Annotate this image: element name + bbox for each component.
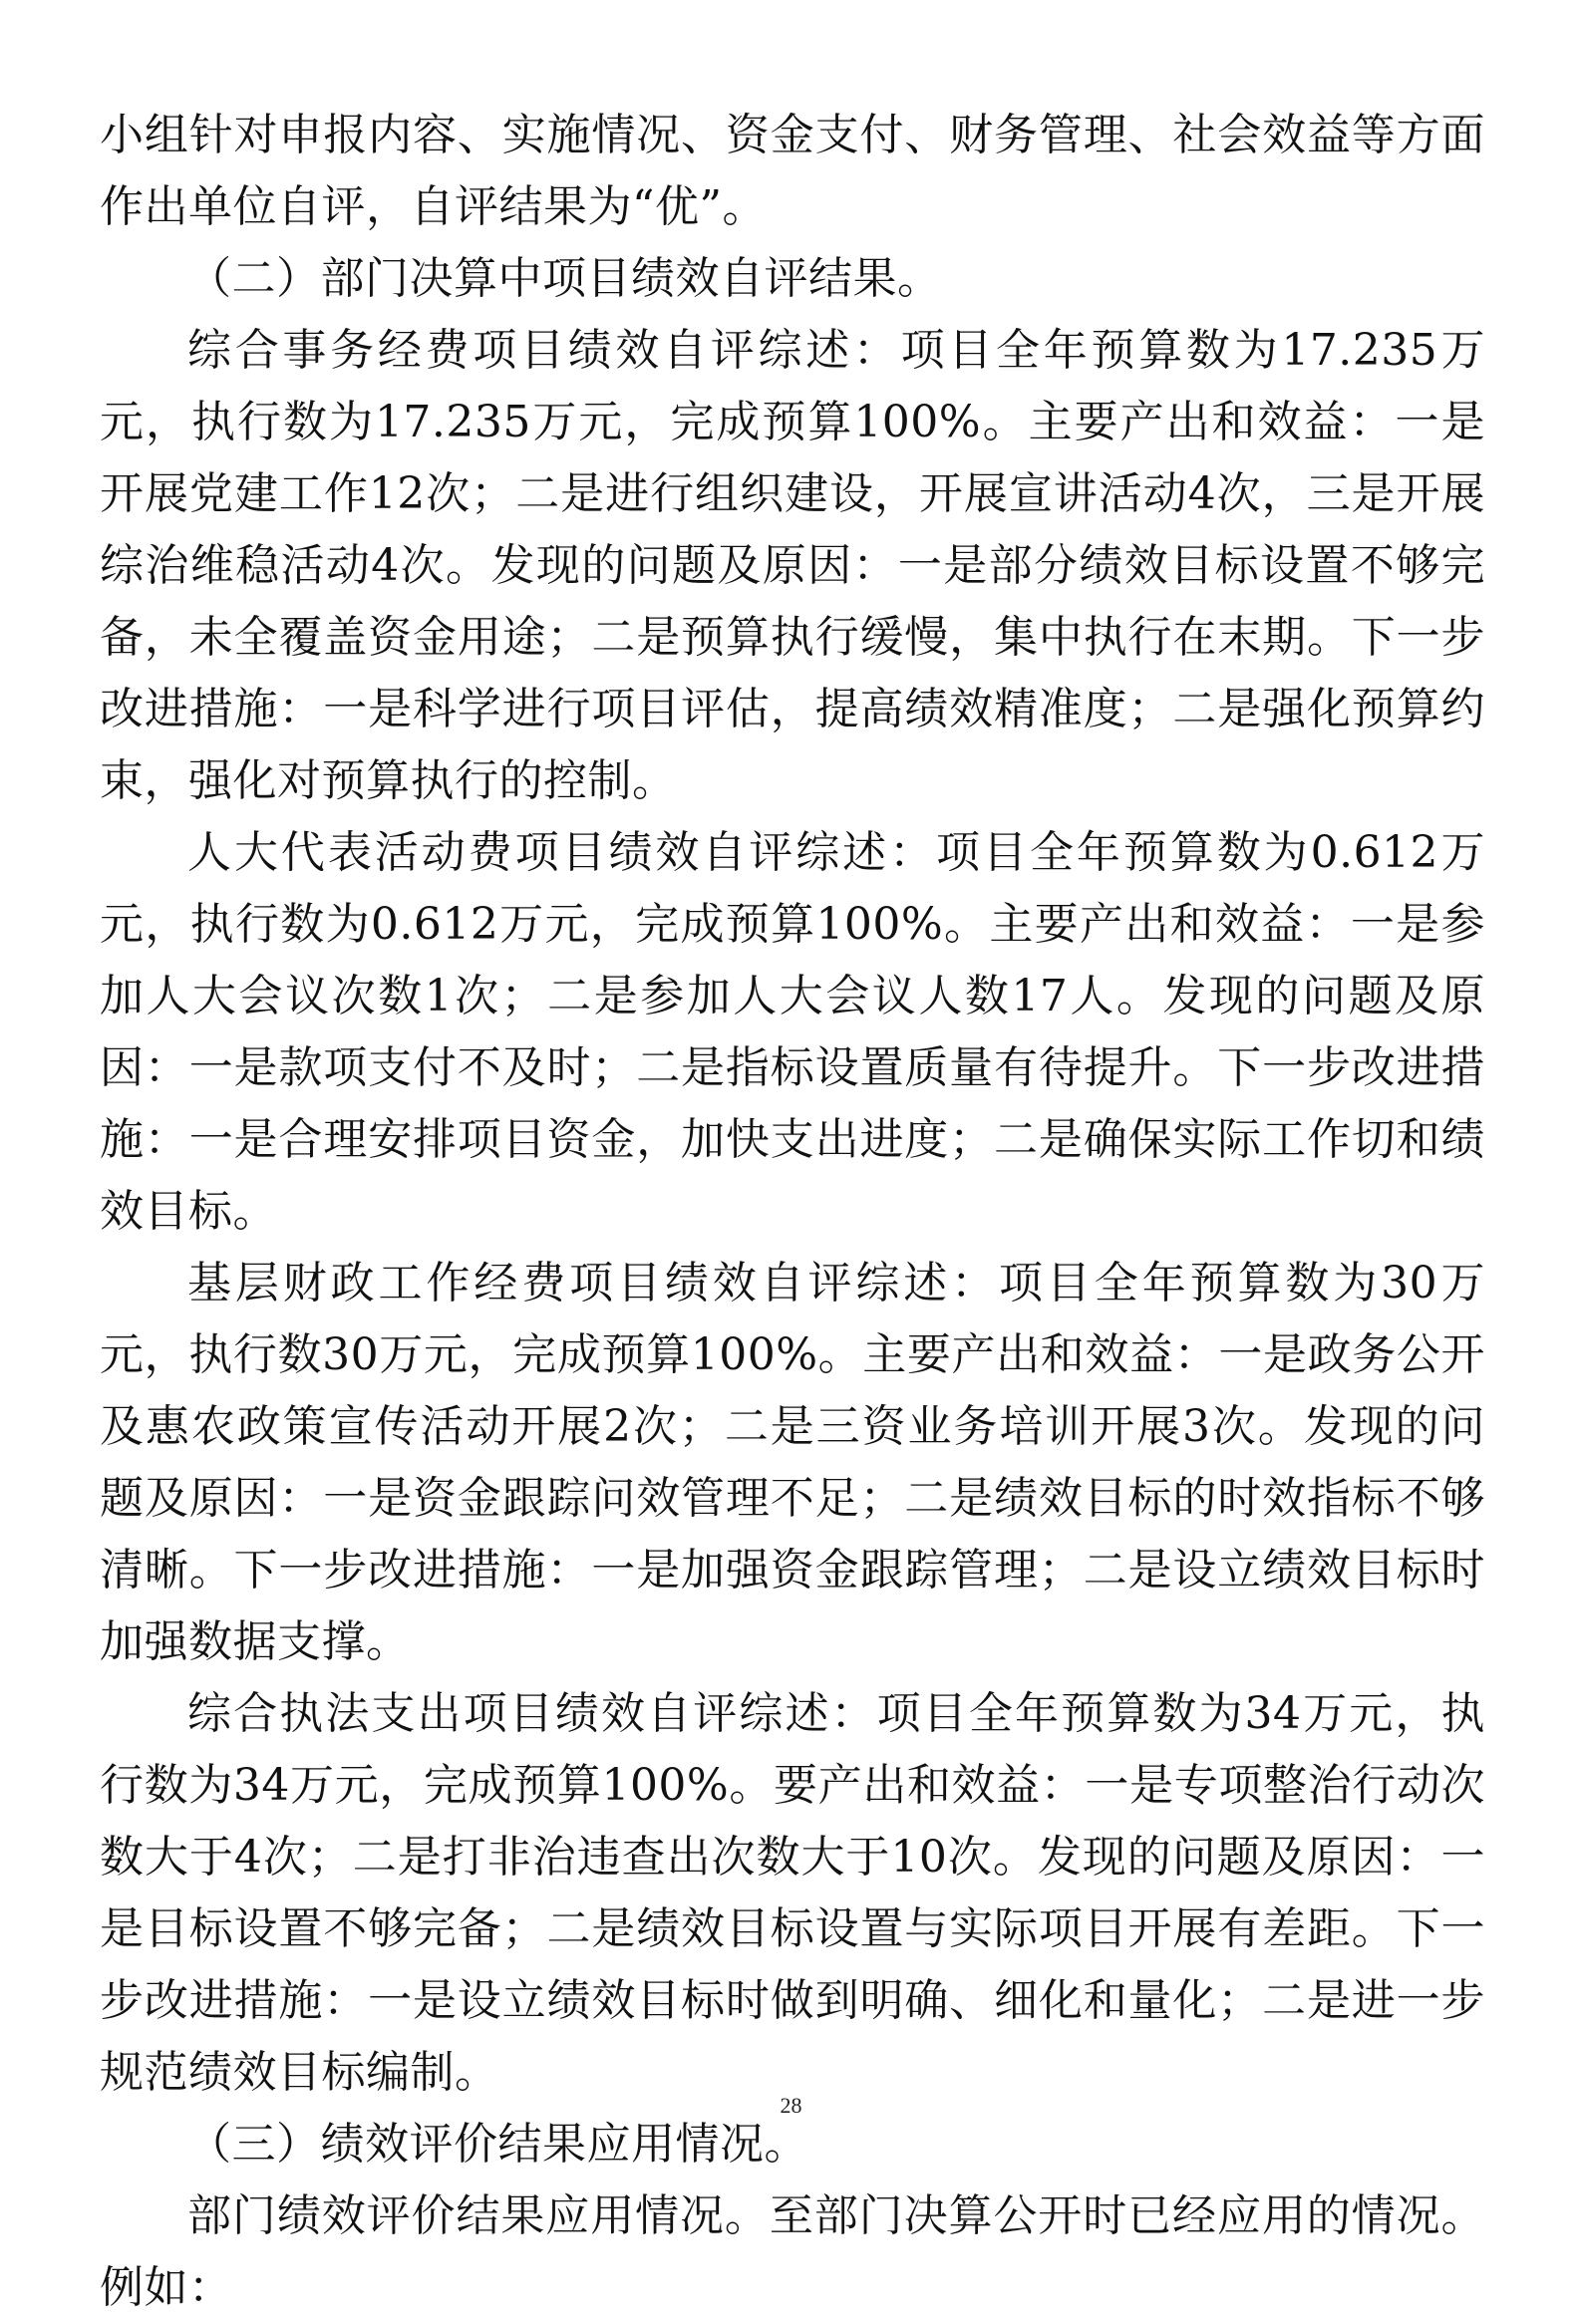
paragraph-npc-deputy-activities: 人大代表活动费项目绩效自评综述：项目全年预算数为0.612万元，执行数为0.612万元，完成预算100%。主要产出和效益：一是参加人大会议次数1次；二是参加人大会议人数17人。发现的问题及原因：一是款项支付不及时；二是指标设置质量有待提升。下一步改进措施：一是合理安排项目资金，加快支出进度；二是确保实际工作切和绩效目标。 [100, 827, 1485, 1237]
paragraph-grassroots-finance: 基层财政工作经费项目绩效自评综述：项目全年预算数为30万元，执行数30万元，完成预算100%。主要产出和效益：一是政务公开及惠农政策宣传活动开展2次；二是三资业务培训开展3次。发现的问题及原因：一是资金跟踪问效管理不足；二是绩效目标的时效指标不够清晰。下一步改进措施：一是加强资金跟踪管理；二是设立绩效目标时加强数据支撑。 [100, 1258, 1485, 1667]
section-heading-results-application: （三）绩效评价结果应用情况。 [187, 2119, 808, 2170]
paragraph-results-application: 部门绩效评价结果应用情况。至部门决算公开时已经应用的情况。例如： [100, 2190, 1485, 2313]
paragraph-general-affairs-funding: 综合事务经费项目绩效自评综述：项目全年预算数为17.235万元，执行数为17.235万元，完成预算100%。主要产出和效益：一是开展党建工作12次；二是进行组织建设，开展宣讲活动4次，三是开展综治维稳活动4次。发现的问题及原因：一是部分绩效目标设置不够完备，未全覆盖资金用途；二是预算执行缓慢，集中执行在末期。下一步改进措施：一是科学进行项目评估，提高绩效精准度；二是强化预算约束，强化对预算执行的控制。 [100, 325, 1485, 806]
section-heading-project-results: （二）部门决算中项目绩效自评结果。 [187, 253, 942, 304]
page-number: 28 [780, 2093, 802, 2118]
paragraph-self-evaluation-result: 小组针对申报内容、实施情况、资金支付、财务管理、社会效益等方面作出单位自评，自评结果为“优”。 [100, 110, 1485, 232]
document-body [100, 100, 1485, 2324]
paragraph-law-enforcement-expenditure: 综合执法支出项目绩效自评综述：项目全年预算数为34万元，执行数为34万元，完成预算100%。要产出和效益：一是专项整治行动次数大于4次；二是打非治违查出次数大于10次。发现的问题及原因：一是目标设置不够完备；二是绩效目标设置与实际项目开展有差距。下一步改进措施：一是设立绩效目标时做到明确、细化和量化；二是进一步规范绩效目标编制。 [100, 1688, 1485, 2098]
